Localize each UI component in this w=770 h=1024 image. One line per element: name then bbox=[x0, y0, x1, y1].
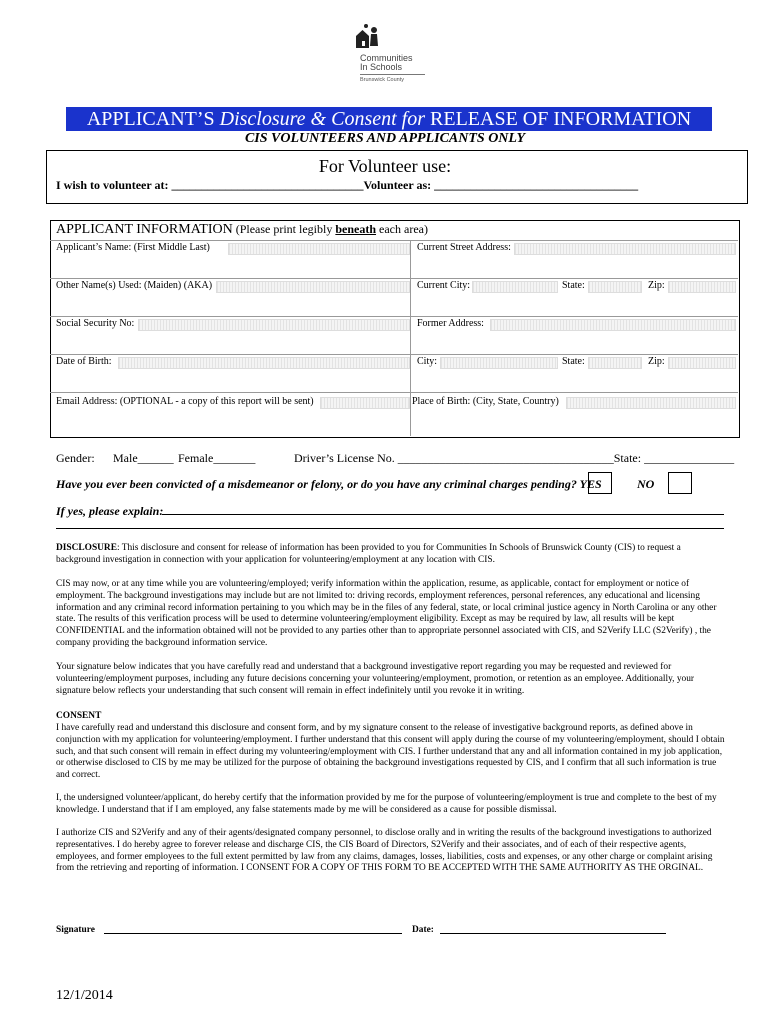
state-field-2[interactable] bbox=[588, 357, 642, 369]
date-label: Date: bbox=[412, 925, 434, 935]
gender-female-field[interactable]: Female_______ bbox=[178, 451, 256, 465]
consent-label: CONSENT bbox=[56, 711, 102, 721]
dob-field[interactable] bbox=[118, 357, 410, 369]
other-names-label: Other Name(s) Used: (Maiden) (AKA) bbox=[56, 280, 213, 291]
signature-field[interactable] bbox=[104, 933, 402, 934]
gender-male-field[interactable]: Male______ bbox=[113, 451, 174, 465]
volunteer-line: I wish to volunteer at: ________________________________Volunteer as: __________________________________ bbox=[56, 178, 639, 192]
signature-label: Signature bbox=[56, 925, 95, 935]
street-address-field[interactable] bbox=[514, 243, 736, 255]
no-label: NO bbox=[637, 477, 655, 491]
signature-indication-paragraph: Your signature below indicates that you have carefully read and understand that a background investigative report regarding you may be requested and reviewed for volunteering/employment purposes, including any future decisions concerning your volunteering/employment, promotion, or retention as an employee. Additionally, your signature below reflects your understanding that such consent will remain in effect indefinitely until you revoke it in writing. bbox=[56, 662, 695, 696]
criminal-question: Have you ever been convicted of a misdemeanor or felony, or do you have any criminal charges pending? YES bbox=[56, 477, 602, 491]
email-field[interactable] bbox=[320, 397, 410, 409]
gender-label: Gender: bbox=[56, 451, 95, 465]
date-field[interactable] bbox=[440, 933, 666, 934]
explain-label: If yes, please explain: bbox=[56, 504, 164, 518]
footer-date: 12/1/2014 bbox=[56, 988, 113, 1003]
disclosure-paragraph: DISCLOSURE: This disclosure and consent for release of information has been provided to you for Communities In Schools of Brunswick County (CIS) to request a background investigation in connection with your application for volunteering/employment at any location with CIS. bbox=[56, 543, 681, 565]
state-field[interactable] bbox=[588, 281, 642, 293]
applicant-name-label: Applicant’s Name: (First Middle Last) bbox=[56, 242, 210, 253]
grid-line bbox=[50, 354, 738, 355]
state-label: State: bbox=[562, 280, 585, 291]
yes-checkbox[interactable] bbox=[588, 472, 612, 494]
page-title: APPLICANT’S Disclosure & Consent for RELEASE OF INFORMATION bbox=[66, 107, 712, 131]
grid-line bbox=[50, 392, 738, 393]
verification-paragraph: CIS may now, or at any time while you are volunteering/employed; verify information within the application, resume, as applicable, contact for employment or notice of employment. The background investigations may include but are not limited to: driving records, employment references, personal references, any educational and licensing information and any criminal record information pertaining to you which may be in the files of any federal, state, or local criminal justice agency in North Carolina or any other state. The results of this verification process will be used to determine volunteering/employment eligibility. Except as may be required by law, all results will be kept CONFIDENTIAL and the information obtained will not be provided to any parties other than to appropriate personnel associated with CIS, and S2Verify LLC (S2Verify) , the company providing the background information service. bbox=[56, 579, 717, 648]
dob-label: Date of Birth: bbox=[56, 356, 112, 367]
zip-field[interactable] bbox=[668, 281, 736, 293]
zip-field-2[interactable] bbox=[668, 357, 736, 369]
authorization-paragraph: I authorize CIS and S2Verify and any of their agents/designated company personnel, to disclose orally and in writing the results of the background investigations to authorized representatives. I do hereby agree to forever release and discharge CIS, the CIS Board of Directors, S2Verify and their associates, and of each of their respective agents, employees, and former employees to the full extent permitted by law from any claims, damages, losses, liabilities, costs and expenses, or any other charge or complaint arising from the retrieving and reporting of information. I CONSENT FOR A COPY OF THIS FORM TO BE ACCEPTED WITH THE SAME AUTHORITY AS THE ORGINAL. bbox=[56, 828, 713, 874]
other-names-field[interactable] bbox=[216, 281, 410, 293]
grid-line bbox=[50, 240, 738, 241]
current-city-field[interactable] bbox=[472, 281, 558, 293]
consent-paragraph: I have carefully read and understand this disclosure and consent form, and by my signature consent to the release of investigative background reports, as defined above in conjunction with my application for volunteering/employment. I further understand that this consent will apply during the course of my volunteering/employment, should I obtain such, and that such consent will remain in effect during my volunteering/employment with CIS. I further understand that any and all information contained in my job application, or otherwise disclosed to CIS by me may be utilized for the purpose of obtaining the background investigations requested by CIS, and I confirm that all such information is true and correct. bbox=[56, 723, 725, 781]
explain-line[interactable] bbox=[162, 514, 724, 515]
ssn-label: Social Security No: bbox=[56, 318, 135, 329]
former-address-label: Former Address: bbox=[417, 318, 484, 329]
zip-label: Zip: bbox=[648, 280, 665, 291]
current-city-label: Current City: bbox=[417, 280, 471, 291]
explain-line-2[interactable] bbox=[56, 528, 724, 529]
no-checkbox[interactable] bbox=[668, 472, 692, 494]
logo-text: Communities In Schools Brunswick County bbox=[360, 54, 425, 85]
city-field[interactable] bbox=[440, 357, 558, 369]
page-subtitle: CIS VOLUNTEERS AND APPLICANTS ONLY bbox=[244, 131, 526, 146]
zip-label-2: Zip: bbox=[648, 356, 665, 367]
former-address-field[interactable] bbox=[490, 319, 736, 331]
applicant-name-field[interactable] bbox=[228, 243, 410, 255]
certification-paragraph: I, the undersigned volunteer/applicant, do hereby certify that the information provided by me for the purpose of volunteering/employment is true and complete to the best of my knowledge. I understand that if I am employed, any false statements made by me will be considered as a cause for possible dismissal. bbox=[56, 793, 717, 815]
email-label: Email Address: (OPTIONAL - a copy of this report will be sent) bbox=[56, 396, 314, 407]
grid-line bbox=[50, 316, 738, 317]
ssn-field[interactable] bbox=[138, 319, 410, 331]
volunteer-heading: For Volunteer use: bbox=[318, 156, 452, 176]
grid-line bbox=[50, 278, 738, 279]
place-of-birth-field[interactable] bbox=[566, 397, 736, 409]
applicant-info-heading: APPLICANT INFORMATION (Please print legibly beneath each area) bbox=[56, 222, 428, 237]
street-address-label: Current Street Address: bbox=[417, 242, 511, 253]
grid-line bbox=[410, 240, 411, 436]
city-label: City: bbox=[417, 356, 438, 367]
state-label-2: State: bbox=[562, 356, 585, 367]
drivers-license-field[interactable]: Driver’s License No. ____________________________________State: _______________ bbox=[294, 451, 735, 465]
place-of-birth-label: Place of Birth: (City, State, Country) bbox=[412, 396, 559, 407]
